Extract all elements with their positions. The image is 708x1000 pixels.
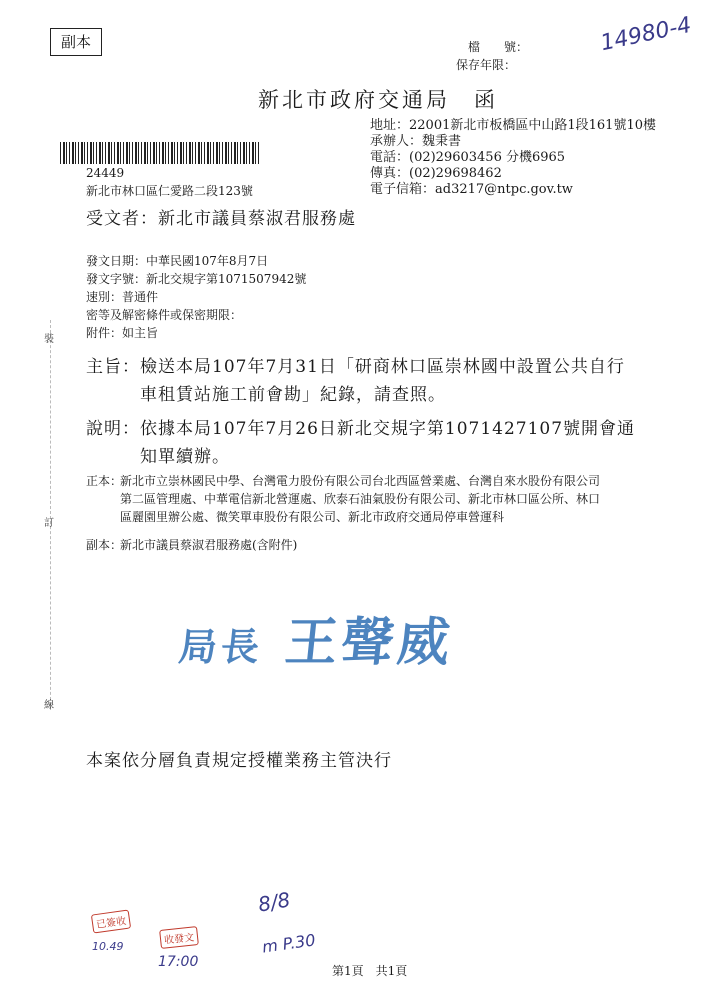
retention-label: 保存年限： <box>456 58 517 72</box>
issue-date: 發文日期：中華民國107年8月7日 <box>86 254 269 268</box>
cc-copy-label: 副本： <box>86 538 123 552</box>
security-level: 密等及解密條件或保密期限： <box>86 308 243 322</box>
explanation-line-2: 知單續辦。 <box>140 447 230 467</box>
binding-mark-3: 線 <box>44 700 54 711</box>
explanation-label: 說明： <box>86 419 140 439</box>
received-stamp: 已簽收 <box>91 909 131 933</box>
handwritten-time-1: 10.49 <box>92 940 124 953</box>
handwritten-note-1: 8/8 <box>256 887 293 917</box>
handwritten-note-2: m P.30 <box>260 930 317 957</box>
attachment: 附件：如主旨 <box>86 326 159 340</box>
page-number: 第1頁 共1頁 <box>332 964 408 978</box>
subject-line-1: 檢送本局107年7月31日「研商林口區崇林國中設置公共自行 <box>140 357 625 377</box>
binding-mark-1: 裝 <box>44 334 54 345</box>
director-seal <box>176 600 458 675</box>
seal-title: 局長 <box>176 625 266 669</box>
document-number: 發文字號：新北交規字第1071507942號 <box>86 272 307 286</box>
subject-line-2: 車租賃站施工前會勘」紀錄，請查照。 <box>140 385 446 405</box>
phone: 電話：(02)29603456 分機6965 <box>370 150 566 165</box>
handwritten-time-2: 17:00 <box>158 954 199 970</box>
fax: 傳真：(02)29698462 <box>370 166 502 181</box>
postal-barcode <box>60 142 260 164</box>
address: 地址：22001新北市板橋區中山路1段161號10樓 <box>370 118 656 133</box>
postal-code: 24449 <box>86 166 125 180</box>
binding-mark-2: 訂 <box>44 518 54 529</box>
delegation-note: 本案依分層負責規定授權業務主管決行 <box>86 751 392 771</box>
cc-copy-recipients: 新北市議員蔡淑君服務處(含附件) <box>120 538 298 552</box>
file-no-label: 檔 號： <box>468 40 529 54</box>
seal-name: 王聲威 <box>282 613 457 673</box>
email: 電子信箱：ad3217@ntpc.gov.tw <box>370 182 573 197</box>
recipient-address: 新北市林口區仁愛路二段123號 <box>86 184 253 198</box>
agency-title: 新北市政府交通局 函 <box>258 88 498 112</box>
cc-main-recipients: 新北市立崇林國民中學、台灣電力股份有限公司台北西區營業處、台灣自來水股份有限公司第二區管理處、中華電信新北營運處、欣泰石油氣股份有限公司、新北市林口區公所、林口區麗園里辦公處、微笑單車股份有限公司、新北市政府交通局停車營運科 <box>120 474 601 524</box>
cc-main-label: 正本： <box>86 474 123 488</box>
dispatch-stamp: 收發文 <box>159 926 199 949</box>
handwritten-file-number: 14980-4 <box>598 12 694 57</box>
delivery-speed: 速別：普通件 <box>86 290 159 304</box>
explanation-line-1: 依據本局107年7月26日新北交規字第1071427107號開會通 <box>140 419 636 439</box>
copy-label: 副本 <box>50 28 102 56</box>
contact-person: 承辦人：魏秉書 <box>370 134 462 149</box>
subject-label: 主旨： <box>86 357 140 377</box>
recipient: 受文者：新北市議員蔡淑君服務處 <box>86 209 356 229</box>
